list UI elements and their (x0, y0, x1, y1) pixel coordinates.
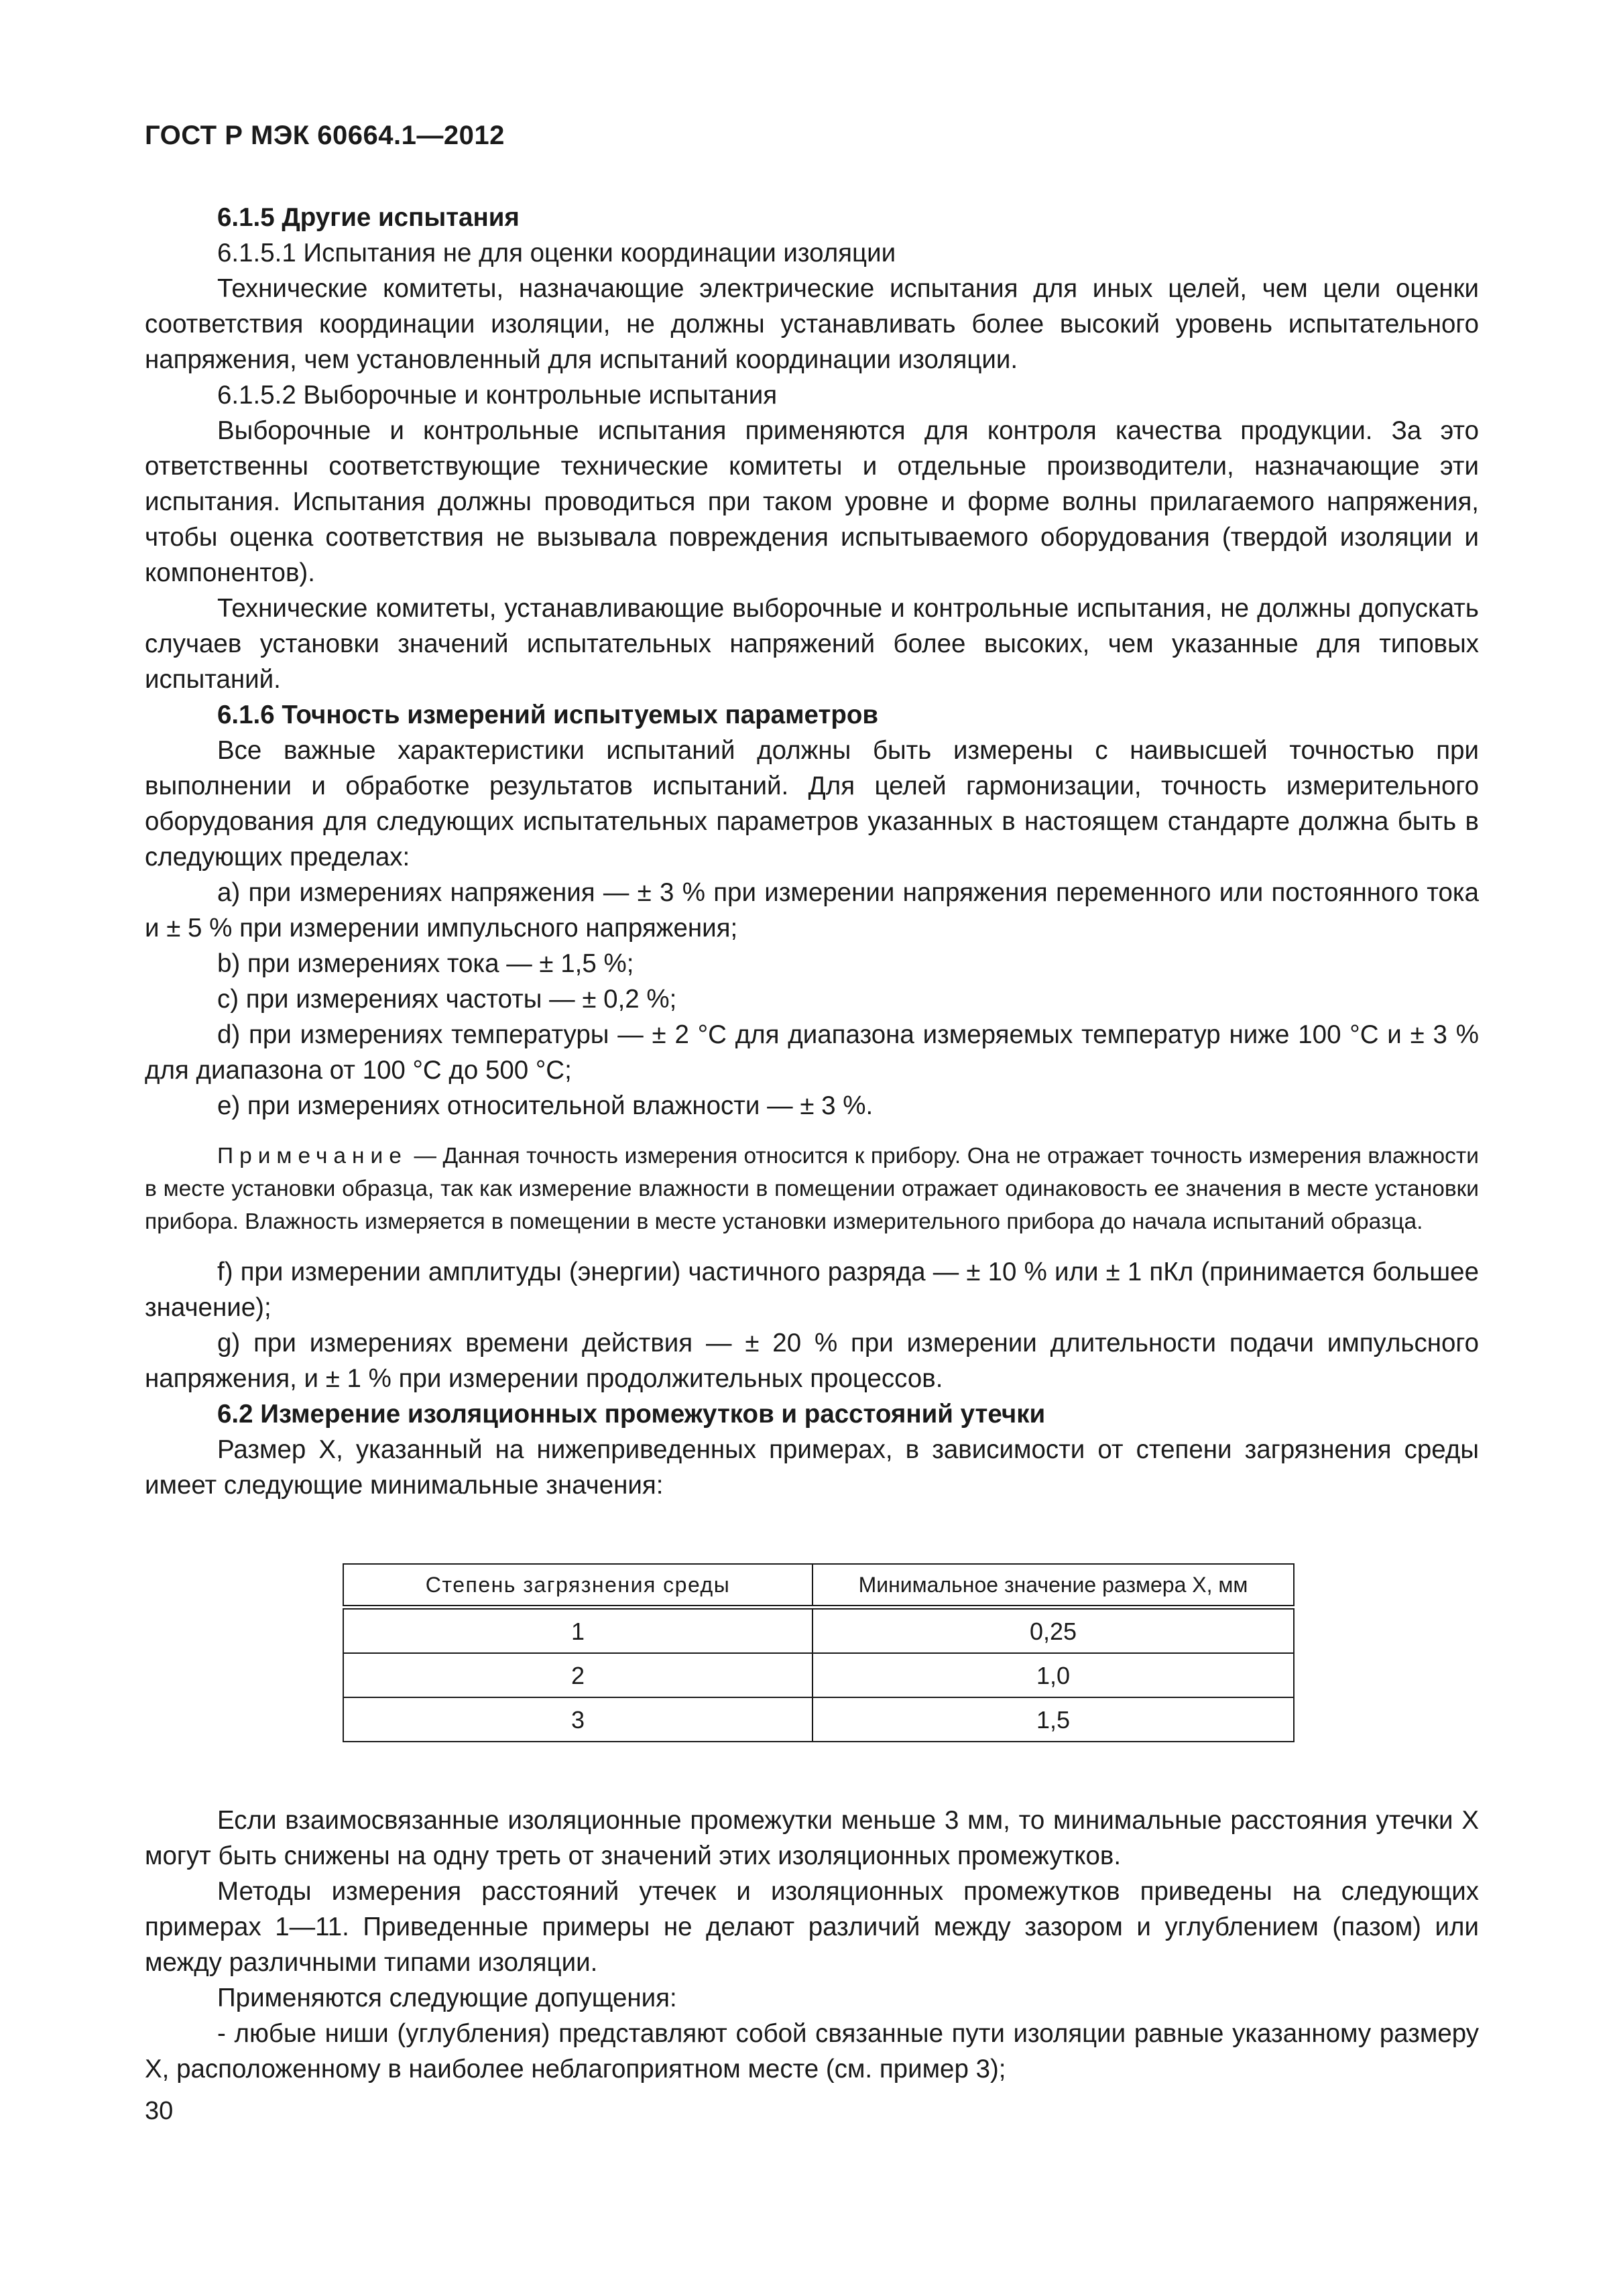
table-row (343, 1608, 1294, 1654)
list-item: f) при измерении амплитуды (энергии) частичного разряда — ± 10 % или ± 1 пКл (принимается большее значение); (145, 1258, 1479, 1322)
paragraph: Методы измерения расстояний утечек и изоляционных промежутков приведены на следующих примерах 1—11. Приведенные примеры не делают различий между зазором и углублением (пазом) или между различными типами изоляции. (145, 1877, 1479, 1977)
list-item: b) при измерениях тока — ± 1,5 %; (217, 949, 634, 978)
paragraph: Выборочные и контрольные испытания применяются для контроля качества продукции. За это ответственны соответствующие технические комитеты и отдельные производители, назначающие эти испытания. Испытания должны проводиться при таком уровне и форме волны прилагаемого напряжения, чтобы оценка соответствия не вызывала повреждения испытываемого оборудования (твердой изоляции и компонентов). (145, 416, 1479, 587)
paragraph: Технические комитеты, назначающие электрические испытания для иных целей, чем цели оценки соответствия координации изоляции, не должны устанавливать более высокий уровень испытательного напряжения, чем установленный для испытаний координации изоляции. (145, 274, 1479, 374)
table-header-cell: Минимальное значение размера X, мм (813, 1564, 1294, 1608)
subsection-title: 6.1.5.2 Выборочные и контрольные испытания (217, 381, 778, 410)
page-number: 30 (145, 2097, 174, 2125)
list-item: c) при измерениях частоты — ± 0,2 %; (217, 985, 677, 1014)
list-item: d) при измерениях температуры — ± 2 °С для диапазона измеряемых температур ниже 100 °С и ± 3 % для диапазона от 100 °С до 500 °С; (145, 1020, 1479, 1085)
list-item: a) при измерениях напряжения — ± 3 % при измерении напряжения переменного или постоянного тока и ± 5 % при измерении импульсного напряжения; (145, 878, 1479, 943)
paragraph: - любые ниши (углубления) представляют собой связанные пути изоляции равные указанному размеру X, расположенному в наиболее неблагоприятном месте (см. пример 3); (145, 2019, 1479, 2083)
table-cell: 1,5 (813, 1697, 1294, 1742)
paragraph: Применяются следующие допущения: (217, 1984, 677, 2012)
section-heading: 6.2 Измерение изоляционных промежутков и расстояний утечки (217, 1400, 1046, 1429)
document-header: ГОСТ Р МЭК 60664.1—2012 (145, 121, 505, 150)
table-header-row (343, 1564, 1294, 1608)
pollution-table (343, 1563, 1295, 1742)
list-item: g) при измерениях времени действия — ± 20 % при измерении длительности подачи импульсного напряжения, и ± 1 % при измерении продолжительных процессов. (145, 1329, 1479, 1393)
paragraph: Технические комитеты, устанавливающие выборочные и контрольные испытания, не должны допускать случаев установки значений испытательных напряжений более высоких, чем указанные для типовых испытаний. (145, 594, 1479, 694)
list-item: e) при измерениях относительной влажности — ± 3 %. (217, 1091, 874, 1120)
table-cell: 1,0 (813, 1653, 1294, 1697)
note (145, 1140, 1479, 1238)
paragraph: Если взаимосвязанные изоляционные промежутки меньше 3 мм, то минимальные расстояния утечки X могут быть снижены на одну треть от значений этих изоляционных промежутков. (145, 1806, 1479, 1870)
section-heading: 6.1.6 Точность измерений испытуемых параметров (217, 701, 879, 729)
table-cell: 1 (343, 1608, 813, 1654)
section-heading: 6.1.5 Другие испытания (217, 203, 520, 232)
paragraph: Размер X, указанный на нижеприведенных примерах, в зависимости от степени загрязнения среды имеет следующие минимальные значения: (145, 1435, 1479, 1500)
note-text: — Данная точность измерения относится к прибору. Она не отражает точность измерения влажности в месте установки образца, так как измерение влажности в помещении отражает одинаковость ее значения в месте установки прибора. Влажность измеряется в помещении в месте установки измерительного прибора до начала испытаний образца. (145, 1144, 1479, 1234)
table-row (343, 1653, 1294, 1697)
document-body (145, 200, 1479, 2087)
subsection-title: 6.1.5.1 Испытания не для оценки координации изоляции (217, 239, 896, 267)
table-row (343, 1697, 1294, 1742)
table-cell: 2 (343, 1653, 813, 1697)
table-header-cell: Степень загрязнения среды (343, 1564, 813, 1608)
note-lead: Примечание (217, 1144, 408, 1168)
paragraph: Все важные характеристики испытаний должны быть измерены с наивысшей точностью при выполнении и обработке результатов испытаний. Для целей гармонизации, точность измерительного оборудования для следующих испытательных параметров указанных в настоящем стандарте должна быть в следующих пределах: (145, 736, 1479, 871)
table-cell: 0,25 (813, 1608, 1294, 1654)
table-cell: 3 (343, 1697, 813, 1742)
table-container (145, 1563, 1479, 1742)
